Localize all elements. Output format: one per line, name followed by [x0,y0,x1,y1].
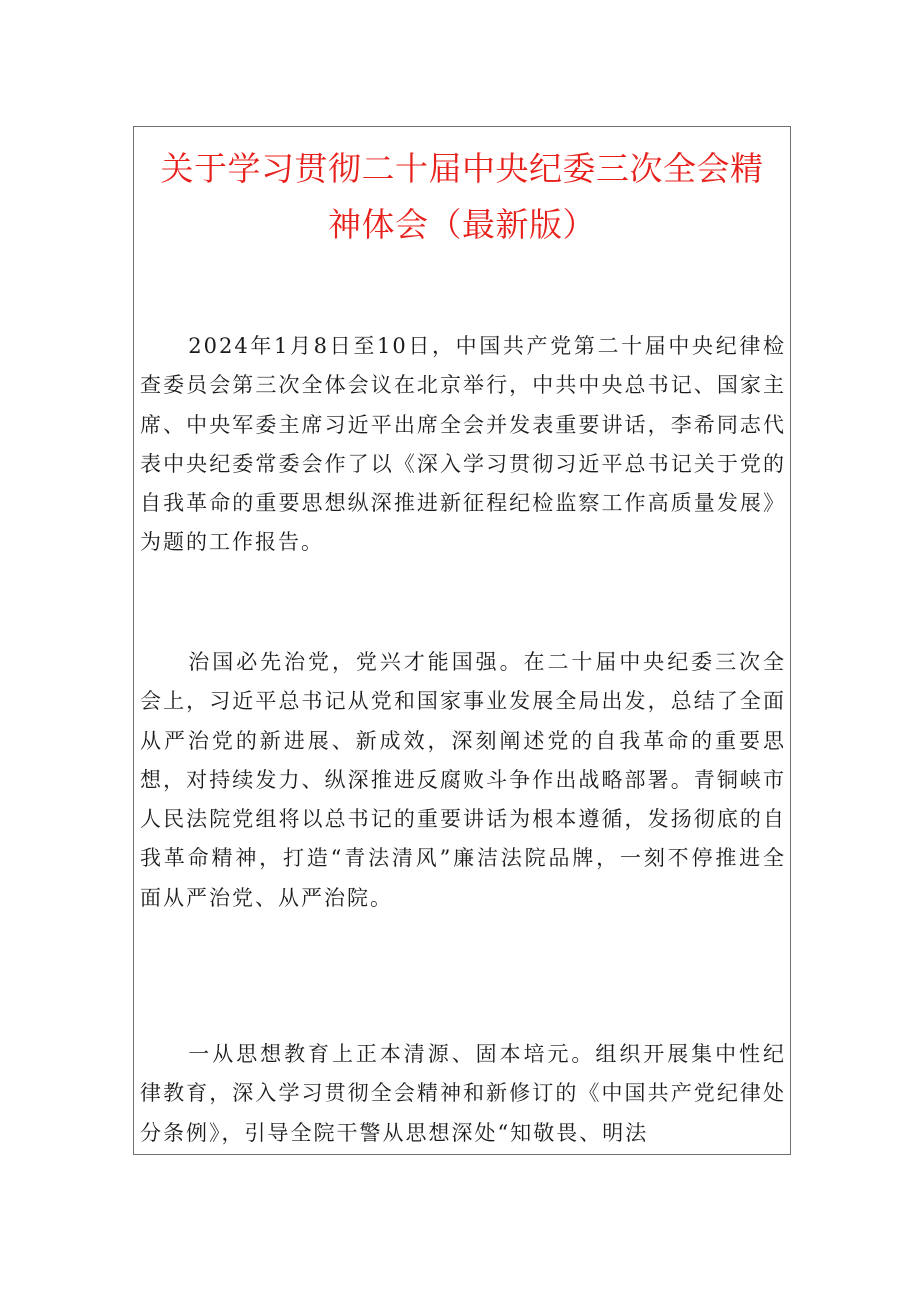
title-line-1: 关于学习贯彻二十届中央纪委三次全会精 [160,149,764,188]
title-line-2: 神体会（最新版） [328,205,596,244]
document-title [134,141,790,253]
paragraph-3: 一从思想教育上正本清源、固本培元。组织开展集中性纪律教育，深入学习贯彻全会精神和新修订的《中国共产党纪律处分条例》，引导全院干警从思想深处“知敬畏、明法 [140,1042,786,1145]
paragraph-2: 治国必先治党，党兴才能国强。在二十届中央纪委三次全会上，习近平总书记从党和国家事业发展全局出发，总结了全面从严治党的新进展、新成效，深刻阐述党的自我革命的重要思想，对持续发力、纵深推进反腐败斗争作出战略部署。青铜峡市人民法院党组将以总书记的重要讲话为根本遵循，发扬彻底的自我革命精神，打造“青法清风”廉洁法院品牌，一刻不停推进全面从严治党、从严治院。 [140,650,786,910]
paragraph-1: 2024年1月8日至10日，中国共产党第二十届中央纪律检查委员会第三次全体会议在北京举行，中共中央总书记、国家主席、中央军委主席习近平出席全会并发表重要讲话，李希同志代表中央纪委常委会作了以《深入学习贯彻习近平总书记关于党的自我革命的重要思想纵深推进新征程纪检监察工作高质量发展》为题的工作报告。 [140,334,786,555]
document-frame [133,126,791,1155]
